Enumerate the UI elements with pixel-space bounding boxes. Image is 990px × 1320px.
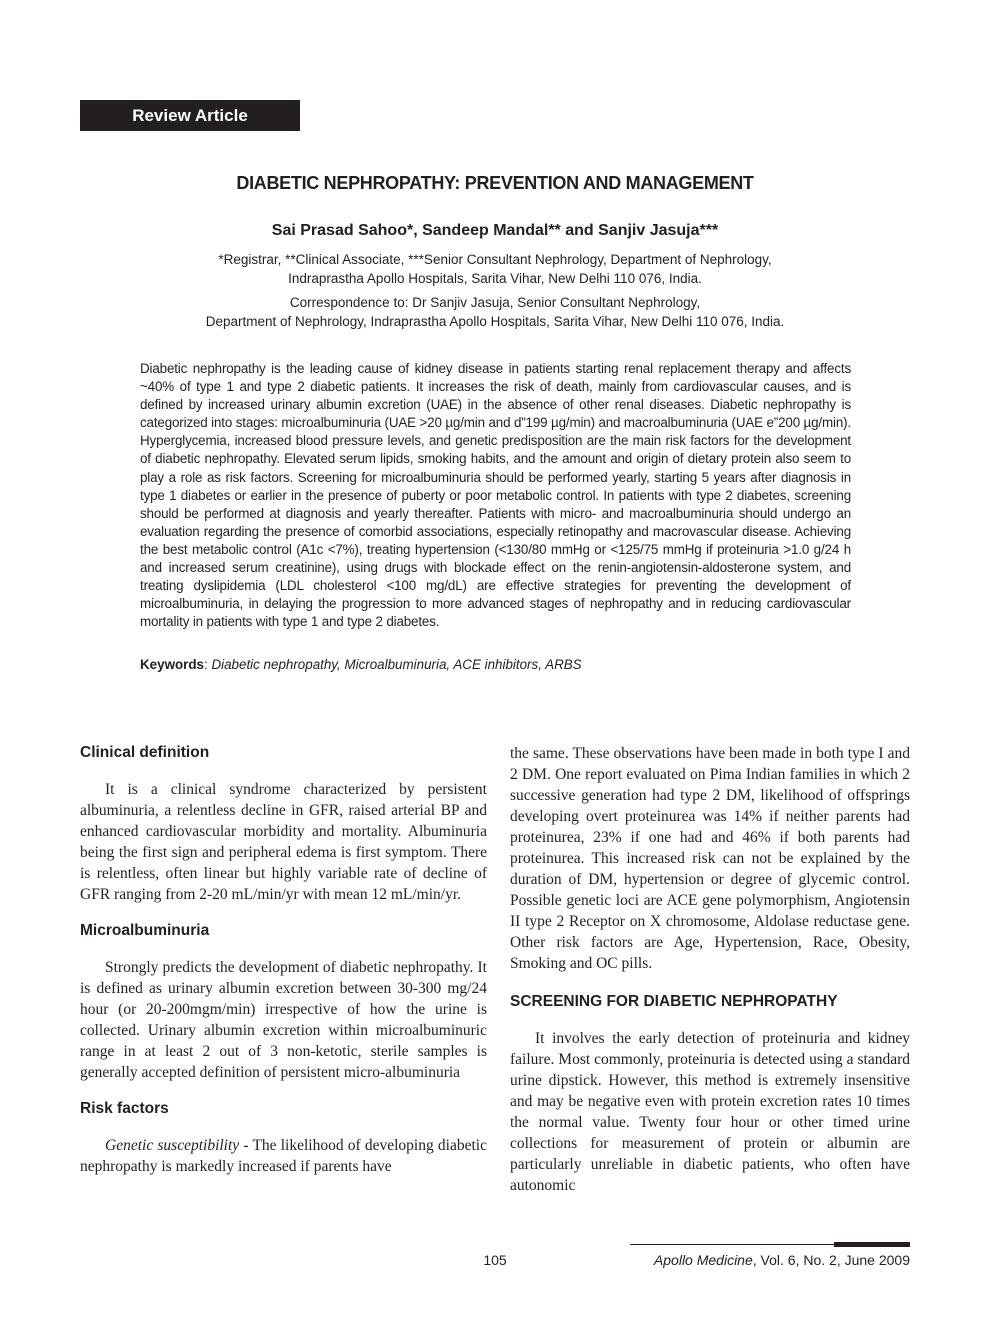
keywords-label: Keywords [140,657,204,672]
paragraph-screening: It involves the early detection of proteinuria and kidney failure. Most commonly, proteinuria is detected using a standard urine dipstick. However, this method is extremely insensitive and may be negative even with protein excretion rates 10 times the normal value. Twenty four hour or other timed urine collections for measurement of protein or albumin are particularly unreliable in diabetic patients, who often have autonomic [510,1030,910,1194]
heading-microalbuminuria: Microalbuminuria [80,922,210,939]
footer-accent-bar [834,1242,910,1247]
page-number: 105 [483,1252,507,1268]
journal-issue: , Vol. 6, No. 2, June 2009 [752,1252,910,1268]
article-title: DIABETIC NEPHROPATHY: PREVENTION AND MANAGEMENT [236,173,754,193]
affiliation-line-2: Indraprastha Apollo Hospitals, Sarita Vihar, New Delhi 110 076, India. [288,271,702,286]
heading-screening: SCREENING FOR DIABETIC NEPHROPATHY [510,993,838,1010]
right-column [510,743,910,1196]
affiliation-line-1: *Registrar, **Clinical Associate, ***Senior Consultant Nephrology, Department of Nephrology, [218,252,772,267]
heading-clinical-definition: Clinical definition [80,744,210,761]
keywords-list: Diabetic nephropathy, Microalbuminuria, ACE inhibitors, ARBS [211,657,582,672]
article-authors: Sai Prasad Sahoo*, Sandeep Mandal** and Sanjiv Jasuja*** [271,222,719,239]
journal-name: Apollo Medicine [653,1252,753,1268]
genetic-susceptibility-term: Genetic susceptibility [105,1137,240,1154]
journal-citation [654,1252,910,1268]
correspondence-line-2: Department of Nephrology, Indraprastha Apollo Hospitals, Sarita Vihar, New Delhi 110 076, India. [205,314,785,329]
section-label: Review Article [80,100,300,131]
correspondence-line-1: Correspondence to: Dr Sanjiv Jasuja, Senior Consultant Nephrology, [289,295,701,310]
heading-risk-factors: Risk factors [80,1100,169,1117]
paragraph-risk-factors [80,1135,487,1177]
paragraph-microalbuminuria: Strongly predicts the development of diabetic nephropathy. It is defined as urinary albumin excretion between 30-300 mg/24 hour (or 20-200mgm/min) irrespective of how the urine is collected. Urinary albumin excretion within microalbuminuric range in at least 2 out of 3 non-ketotic, sterile samples is generally accepted definition of persistent micro-albuminuria [80,959,487,1081]
paragraph-clinical-definition: It is a clinical syndrome characterized by persistent albuminuria, a relentless decline in GFR, raised arterial BP and enhanced cardiovascular morbidity and mortality. Albuminuria being the first sign and peripheral edema is first symptom. There is relentless, often linear but highly variable rate of decline of GFR ranging from 2-20 mL/min/yr with mean 12 mL/min/yr. [80,781,487,903]
left-column [80,742,487,1177]
paragraph-risk-continued: the same. These observations have been made in both type I and 2 DM. One report evaluated on Pima Indian families in which 2 successive generation had type 2 DM, likelihood of offsprings developing overt proteinurea was 14% if neither parents had proteinurea, 23% if one had and 46% if both parents had proteinurea. This increased risk can not be explained by the duration of DM, hypertension or degree of glycemic control. Possible genetic loci are ACE gene polymorphism, Angiotensin II type 2 Receptor on X chromosome, Aldolase reductase gene. Other risk factors are Age, Hypertension, Race, Obesity, Smoking and OC pills. [510,745,910,972]
risk-factors-text: - The likelihood of developing diabetic nephropathy is markedly increased if parents have [80,1137,487,1175]
abstract: Diabetic nephropathy is the leading cause of kidney disease in patients starting renal replacement therapy and affects ~40% of type 1 and type 2 diabetic patients. It increases the risk of death, mainly from cardiovascular causes, and is defined by increased urinary albumin excretion (UAE) in the absence of other renal diseases. Diabetic nephropathy is categorized into stages: microalbuminuria (UAE >20 µg/min and d”199 µg/min) and macroalbuminuria (UAE e”200 µg/min). Hyperglycemia, increased blood pressure levels, and genetic predisposition are the main risk factors for the development of diabetic nephropathy. Elevated serum lipids, smoking habits, and the amount and origin of dietary protein also seem to play a role as risk factors. Screening for microalbuminuria should be performed yearly, starting 5 years after diagnosis in type 1 diabetes or earlier in the presence of puberty or poor metabolic control. In patients with type 2 diabetes, screening should be performed at diagnosis and yearly thereafter. Patients with micro- and macroalbuminuria should undergo an evaluation regarding the presence of comorbid associations, especially retinopathy and macrovascular disease. Achieving the best metabolic control (A1c <7%), treating hypertension (<130/80 mmHg or <125/75 mmHg if proteinuria >1.0 g/24 h and increased serum creatinine), using drugs with blockade effect on the renin-angiotensin-aldosterone system, and treating dyslipidemia (LDL cholesterol <100 mg/dL) are effective strategies for preventing the development of microalbuminuria, in delaying the progression to more advanced stages of nephropathy and in reducing cardiovascular mortality in patients with type 1 and type 2 diabetes. [140,361,851,630]
keywords: Keywords: Diabetic nephropathy, Microalbuminuria, ACE inhibitors, ARBS [140,657,582,672]
